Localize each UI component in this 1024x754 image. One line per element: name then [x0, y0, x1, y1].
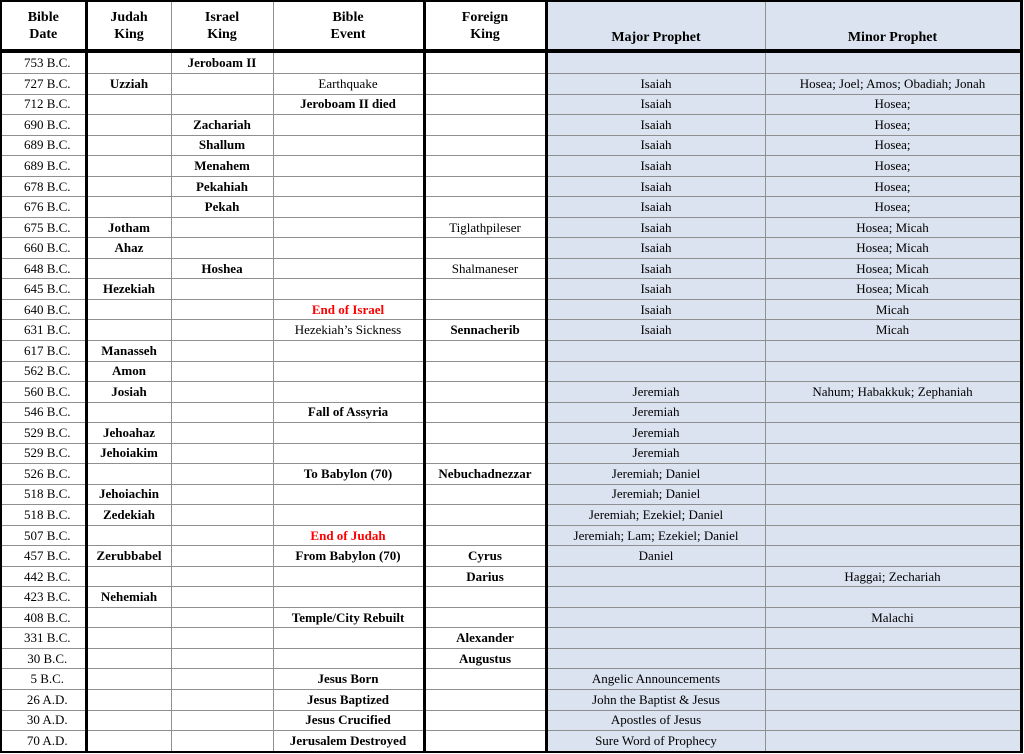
table-row — [1, 464, 1021, 485]
cell-major — [546, 648, 765, 669]
cell-event — [273, 484, 424, 505]
cell-event — [273, 587, 424, 608]
cell-date: 678 B.C. — [1, 176, 86, 197]
header-row — [1, 1, 1021, 51]
cell-major — [546, 340, 765, 361]
column-header-label: King — [114, 26, 144, 42]
cell-major: Angelic Announcements — [546, 669, 765, 690]
cell-minor — [765, 648, 1021, 669]
cell-date: 408 B.C. — [1, 607, 86, 628]
cell-major — [546, 587, 765, 608]
cell-judah: Josiah — [86, 382, 171, 403]
cell-date: 546 B.C. — [1, 402, 86, 423]
cell-israel — [171, 74, 273, 95]
cell-israel — [171, 525, 273, 546]
cell-israel — [171, 546, 273, 567]
cell-minor — [765, 484, 1021, 505]
cell-israel — [171, 361, 273, 382]
cell-major: Isaiah — [546, 279, 765, 300]
cell-date: 442 B.C. — [1, 566, 86, 587]
cell-major: Isaiah — [546, 258, 765, 279]
cell-major: Isaiah — [546, 74, 765, 95]
cell-major: Isaiah — [546, 299, 765, 320]
table-row — [1, 135, 1021, 156]
cell-date: 560 B.C. — [1, 382, 86, 403]
cell-date: 660 B.C. — [1, 238, 86, 259]
table-header — [1, 1, 1021, 51]
table-row — [1, 607, 1021, 628]
cell-israel — [171, 423, 273, 444]
cell-minor: Micah — [765, 299, 1021, 320]
cell-date: 526 B.C. — [1, 464, 86, 485]
cell-minor — [765, 361, 1021, 382]
cell-foreign: Darius — [424, 566, 546, 587]
cell-judah — [86, 197, 171, 218]
cell-major: Isaiah — [546, 217, 765, 238]
cell-israel: Shallum — [171, 135, 273, 156]
cell-major: Isaiah — [546, 135, 765, 156]
cell-israel — [171, 628, 273, 649]
cell-minor: Hosea; — [765, 94, 1021, 115]
cell-minor: Nahum; Habakkuk; Zephaniah — [765, 382, 1021, 403]
cell-event: End of Judah — [273, 525, 424, 546]
cell-minor: Hosea; Micah — [765, 217, 1021, 238]
cell-major: Isaiah — [546, 94, 765, 115]
cell-event: Earthquake — [273, 74, 424, 95]
cell-event: From Babylon (70) — [273, 546, 424, 567]
cell-foreign — [424, 731, 546, 752]
cell-major — [546, 51, 765, 74]
cell-foreign — [424, 238, 546, 259]
cell-foreign — [424, 423, 546, 444]
cell-major: Jeremiah — [546, 402, 765, 423]
cell-israel: Pekah — [171, 197, 273, 218]
cell-foreign — [424, 443, 546, 464]
cell-date: 689 B.C. — [1, 156, 86, 177]
cell-foreign — [424, 525, 546, 546]
cell-date: 70 A.D. — [1, 731, 86, 752]
cell-date: 640 B.C. — [1, 299, 86, 320]
cell-foreign — [424, 669, 546, 690]
cell-event — [273, 197, 424, 218]
column-header-label: Bible — [332, 9, 364, 25]
cell-minor — [765, 51, 1021, 74]
cell-minor — [765, 690, 1021, 711]
table-row — [1, 238, 1021, 259]
cell-minor: Malachi — [765, 607, 1021, 628]
cell-date: 675 B.C. — [1, 217, 86, 238]
cell-judah — [86, 710, 171, 731]
cell-foreign — [424, 607, 546, 628]
cell-foreign — [424, 135, 546, 156]
cell-minor — [765, 340, 1021, 361]
cell-judah: Hezekiah — [86, 279, 171, 300]
cell-minor — [765, 402, 1021, 423]
cell-israel — [171, 94, 273, 115]
cell-date: 529 B.C. — [1, 423, 86, 444]
cell-israel: Menahem — [171, 156, 273, 177]
table-row — [1, 505, 1021, 526]
cell-major — [546, 607, 765, 628]
cell-event — [273, 115, 424, 136]
cell-foreign: Shalmaneser — [424, 258, 546, 279]
cell-judah: Nehemiah — [86, 587, 171, 608]
cell-event: Temple/City Rebuilt — [273, 607, 424, 628]
column-header-label: Minor Prophet — [847, 30, 938, 45]
cell-date: 617 B.C. — [1, 340, 86, 361]
cell-event: Jeroboam II died — [273, 94, 424, 115]
table-row — [1, 51, 1021, 74]
cell-judah — [86, 690, 171, 711]
cell-date: 457 B.C. — [1, 546, 86, 567]
table-row — [1, 402, 1021, 423]
cell-judah: Amon — [86, 361, 171, 382]
cell-major: Jeremiah; Daniel — [546, 484, 765, 505]
cell-foreign — [424, 710, 546, 731]
cell-israel — [171, 566, 273, 587]
cell-foreign — [424, 156, 546, 177]
cell-minor: Hosea; Micah — [765, 238, 1021, 259]
cell-israel — [171, 505, 273, 526]
cell-major: Jeremiah — [546, 382, 765, 403]
cell-date: 562 B.C. — [1, 361, 86, 382]
cell-major — [546, 361, 765, 382]
cell-minor — [765, 587, 1021, 608]
cell-event — [273, 51, 424, 74]
table-row — [1, 710, 1021, 731]
cell-israel: Jeroboam II — [171, 51, 273, 74]
table-row — [1, 669, 1021, 690]
column-header-judah — [86, 1, 171, 51]
cell-israel — [171, 320, 273, 341]
cell-foreign — [424, 484, 546, 505]
table-row — [1, 94, 1021, 115]
cell-judah: Uzziah — [86, 74, 171, 95]
cell-foreign — [424, 340, 546, 361]
cell-israel — [171, 731, 273, 752]
column-header-label: Judah — [110, 9, 148, 25]
column-header-label: King — [207, 26, 237, 42]
cell-minor: Haggai; Zechariah — [765, 566, 1021, 587]
table-row — [1, 74, 1021, 95]
cell-judah: Jotham — [86, 217, 171, 238]
cell-date: 507 B.C. — [1, 525, 86, 546]
table-row — [1, 566, 1021, 587]
cell-israel — [171, 279, 273, 300]
column-header-israel — [171, 1, 273, 51]
cell-date: 529 B.C. — [1, 443, 86, 464]
cell-event — [273, 135, 424, 156]
cell-judah — [86, 51, 171, 74]
cell-major: Isaiah — [546, 156, 765, 177]
cell-judah: Ahaz — [86, 238, 171, 259]
cell-judah: Jehoiakim — [86, 443, 171, 464]
cell-judah — [86, 320, 171, 341]
cell-major: Isaiah — [546, 238, 765, 259]
cell-event — [273, 217, 424, 238]
cell-date: 689 B.C. — [1, 135, 86, 156]
cell-date: 518 B.C. — [1, 484, 86, 505]
table-row — [1, 156, 1021, 177]
table-row — [1, 258, 1021, 279]
cell-date: 676 B.C. — [1, 197, 86, 218]
column-header-label: Israel — [204, 9, 240, 25]
cell-foreign — [424, 51, 546, 74]
cell-foreign — [424, 74, 546, 95]
cell-event — [273, 361, 424, 382]
cell-judah — [86, 402, 171, 423]
cell-minor — [765, 443, 1021, 464]
cell-minor: Hosea; — [765, 176, 1021, 197]
column-header-minor — [765, 1, 1021, 51]
cell-event: Jesus Crucified — [273, 710, 424, 731]
cell-minor: Hosea; — [765, 135, 1021, 156]
table-row — [1, 382, 1021, 403]
cell-judah — [86, 176, 171, 197]
table-row — [1, 628, 1021, 649]
cell-minor — [765, 525, 1021, 546]
cell-judah: Manasseh — [86, 340, 171, 361]
cell-foreign — [424, 587, 546, 608]
cell-event: End of Israel — [273, 299, 424, 320]
cell-minor: Micah — [765, 320, 1021, 341]
cell-major: Daniel — [546, 546, 765, 567]
cell-major: Jeremiah; Daniel — [546, 464, 765, 485]
cell-date: 712 B.C. — [1, 94, 86, 115]
cell-major: Apostles of Jesus — [546, 710, 765, 731]
cell-date: 30 B.C. — [1, 648, 86, 669]
cell-event — [273, 238, 424, 259]
cell-foreign: Nebuchadnezzar — [424, 464, 546, 485]
cell-minor — [765, 669, 1021, 690]
cell-event — [273, 156, 424, 177]
table-row — [1, 340, 1021, 361]
column-header-label: Foreign — [461, 9, 509, 25]
cell-major — [546, 628, 765, 649]
cell-judah — [86, 299, 171, 320]
cell-foreign: Tiglathpileser — [424, 217, 546, 238]
cell-israel — [171, 669, 273, 690]
cell-event: To Babylon (70) — [273, 464, 424, 485]
column-header-label: Date — [29, 26, 58, 42]
cell-israel — [171, 484, 273, 505]
cell-foreign — [424, 361, 546, 382]
cell-minor: Hosea; Micah — [765, 279, 1021, 300]
cell-israel — [171, 690, 273, 711]
cell-israel: Zachariah — [171, 115, 273, 136]
cell-major: Isaiah — [546, 176, 765, 197]
cell-date: 648 B.C. — [1, 258, 86, 279]
cell-judah — [86, 628, 171, 649]
cell-foreign — [424, 115, 546, 136]
column-header-label: Major Prophet — [611, 30, 701, 45]
column-header-date — [1, 1, 86, 51]
cell-israel — [171, 464, 273, 485]
cell-judah — [86, 258, 171, 279]
cell-minor — [765, 505, 1021, 526]
cell-date: 645 B.C. — [1, 279, 86, 300]
table-row — [1, 731, 1021, 752]
cell-israel — [171, 710, 273, 731]
cell-event: Hezekiah’s Sickness — [273, 320, 424, 341]
cell-event: Jerusalem Destroyed — [273, 731, 424, 752]
cell-judah: Zerubbabel — [86, 546, 171, 567]
table-row — [1, 648, 1021, 669]
cell-date: 5 B.C. — [1, 669, 86, 690]
cell-event: Fall of Assyria — [273, 402, 424, 423]
cell-israel — [171, 402, 273, 423]
cell-minor — [765, 731, 1021, 752]
table-row — [1, 525, 1021, 546]
table-row — [1, 320, 1021, 341]
table-row — [1, 423, 1021, 444]
cell-event — [273, 423, 424, 444]
cell-israel — [171, 648, 273, 669]
cell-foreign — [424, 176, 546, 197]
cell-judah — [86, 648, 171, 669]
column-header-event — [273, 1, 424, 51]
cell-event — [273, 382, 424, 403]
cell-event — [273, 566, 424, 587]
cell-israel — [171, 443, 273, 464]
cell-minor: Hosea; — [765, 156, 1021, 177]
cell-minor — [765, 628, 1021, 649]
cell-israel — [171, 587, 273, 608]
cell-judah: Zedekiah — [86, 505, 171, 526]
table-row — [1, 217, 1021, 238]
cell-israel — [171, 382, 273, 403]
cell-major: Isaiah — [546, 115, 765, 136]
cell-foreign: Augustus — [424, 648, 546, 669]
cell-judah — [86, 94, 171, 115]
table-row — [1, 115, 1021, 136]
cell-event: Jesus Born — [273, 669, 424, 690]
cell-foreign — [424, 197, 546, 218]
table-row — [1, 197, 1021, 218]
cell-event — [273, 628, 424, 649]
cell-judah — [86, 156, 171, 177]
cell-minor: Hosea; — [765, 197, 1021, 218]
cell-israel: Hoshea — [171, 258, 273, 279]
column-header-label: King — [470, 26, 500, 42]
cell-israel — [171, 217, 273, 238]
table-row — [1, 176, 1021, 197]
cell-foreign: Alexander — [424, 628, 546, 649]
table-row — [1, 546, 1021, 567]
table-row — [1, 361, 1021, 382]
cell-foreign — [424, 690, 546, 711]
cell-date: 518 B.C. — [1, 505, 86, 526]
cell-judah — [86, 731, 171, 752]
cell-minor — [765, 546, 1021, 567]
cell-event — [273, 340, 424, 361]
cell-major: Jeremiah — [546, 443, 765, 464]
cell-minor: Hosea; Micah — [765, 258, 1021, 279]
cell-date: 331 B.C. — [1, 628, 86, 649]
cell-minor: Hosea; Joel; Amos; Obadiah; Jonah — [765, 74, 1021, 95]
column-header-major — [546, 1, 765, 51]
cell-minor: Hosea; — [765, 115, 1021, 136]
cell-foreign: Sennacherib — [424, 320, 546, 341]
table-body — [1, 51, 1021, 752]
table-row — [1, 690, 1021, 711]
column-header-label: Bible — [27, 9, 59, 25]
cell-major: Isaiah — [546, 197, 765, 218]
cell-date: 423 B.C. — [1, 587, 86, 608]
cell-israel: Pekahiah — [171, 176, 273, 197]
cell-major: John the Baptist & Jesus — [546, 690, 765, 711]
column-header-label: Event — [330, 26, 366, 42]
cell-judah — [86, 607, 171, 628]
cell-judah — [86, 135, 171, 156]
cell-judah — [86, 566, 171, 587]
cell-israel — [171, 238, 273, 259]
cell-foreign — [424, 505, 546, 526]
cell-event — [273, 176, 424, 197]
cell-foreign — [424, 402, 546, 423]
cell-date: 26 A.D. — [1, 690, 86, 711]
cell-minor — [765, 710, 1021, 731]
cell-major — [546, 566, 765, 587]
cell-event — [273, 648, 424, 669]
cell-minor — [765, 464, 1021, 485]
cell-foreign — [424, 382, 546, 403]
table-row — [1, 443, 1021, 464]
cell-foreign — [424, 94, 546, 115]
cell-event — [273, 258, 424, 279]
cell-judah: Jehoiachin — [86, 484, 171, 505]
column-header-foreign — [424, 1, 546, 51]
cell-israel — [171, 299, 273, 320]
cell-major: Isaiah — [546, 320, 765, 341]
cell-major: Jeremiah — [546, 423, 765, 444]
cell-major: Jeremiah; Ezekiel; Daniel — [546, 505, 765, 526]
cell-judah — [86, 669, 171, 690]
cell-foreign — [424, 279, 546, 300]
table-row — [1, 484, 1021, 505]
cell-israel — [171, 340, 273, 361]
table-row — [1, 587, 1021, 608]
cell-date: 753 B.C. — [1, 51, 86, 74]
cell-foreign: Cyrus — [424, 546, 546, 567]
cell-foreign — [424, 299, 546, 320]
table-row — [1, 279, 1021, 300]
cell-event — [273, 505, 424, 526]
cell-judah — [86, 115, 171, 136]
cell-judah — [86, 525, 171, 546]
cell-event: Jesus Baptized — [273, 690, 424, 711]
cell-judah — [86, 464, 171, 485]
cell-date: 727 B.C. — [1, 74, 86, 95]
cell-event — [273, 443, 424, 464]
cell-date: 631 B.C. — [1, 320, 86, 341]
cell-judah: Jehoahaz — [86, 423, 171, 444]
cell-major: Jeremiah; Lam; Ezekiel; Daniel — [546, 525, 765, 546]
cell-date: 30 A.D. — [1, 710, 86, 731]
cell-event — [273, 279, 424, 300]
cell-israel — [171, 607, 273, 628]
cell-minor — [765, 423, 1021, 444]
cell-major: Sure Word of Prophecy — [546, 731, 765, 752]
table-row — [1, 299, 1021, 320]
cell-date: 690 B.C. — [1, 115, 86, 136]
